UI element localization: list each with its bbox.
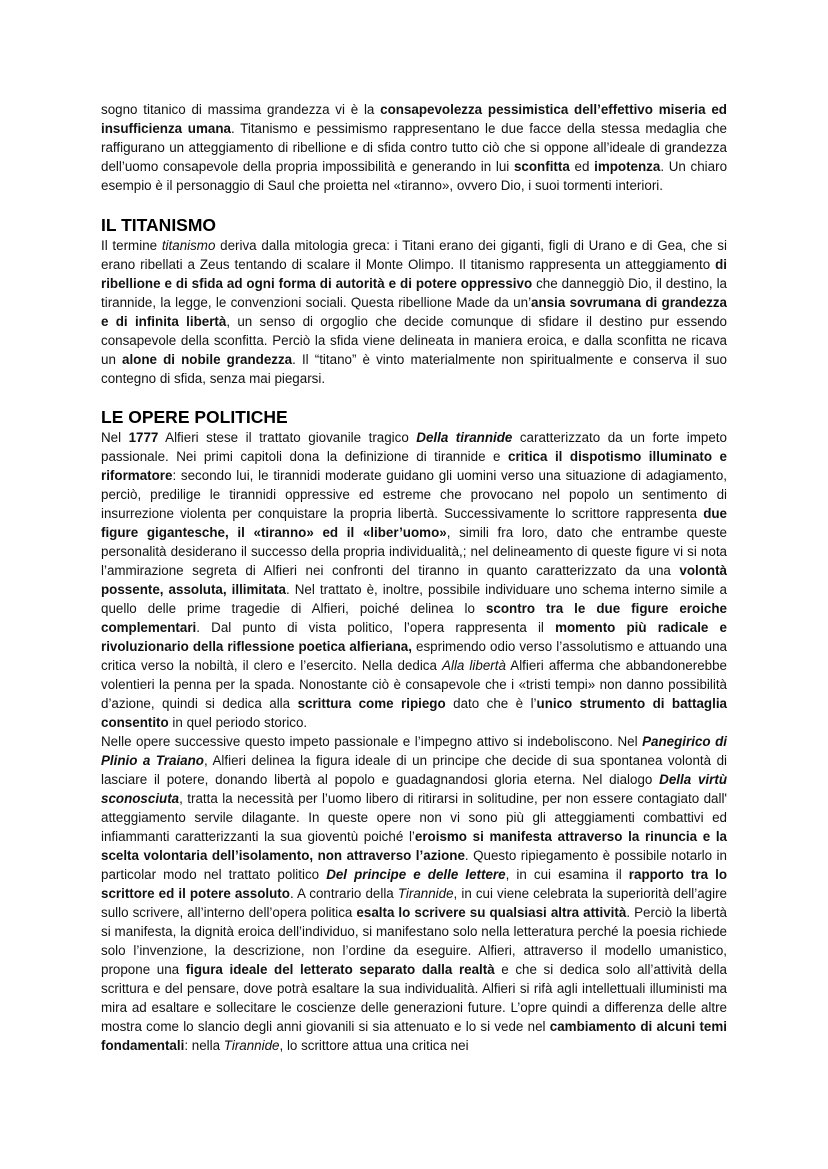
opere-paragraph-1: Nel 1777 Alfieri stese il trattato giovanile tragico Della tirannide caratterizzato da un forte impeto passionale. Nei primi capitoli dona la definizione di tirannide e critica il dispotismo illuminato e riformatore: secondo lui, le tirannidi moderate guidano gli uomini verso una situazione di adagiamento, perciò, predilige le tirannidi oppressive ed estreme che provocano nel popolo un sentimento di insurrezione violenta per conquistare la propria libertà. Successivamente lo scrittore rappresenta due figure gigantesche, il «tiranno» ed il «liber’uomo», simili fra loro, dato che entrambe queste personalità desiderano il successo della propria individualità,; nel delineamento di queste figure vi si nota l’ammirazione segreta di Alfieri nei confronti del tiranno in quanto caratterizzato da una volontà possente, assoluta, illimitata. Nel trattato è, inoltre, possibile individuare uno schema interno simile a quello delle prime tragedie di Alfieri, poiché delinea lo scontro tra le due figure eroiche complementari. Dal punto di vista politico, l’opera rappresenta il momento più radicale e rivoluzionario della riflessione poetica alfieriana, esprimendo odio verso l’assolutismo e attuando una critica verso la nobiltà, il clero e l’esercito. Nella dedica Alla libertà Alfieri afferma che abbandonerebbe volentieri la penna per la spada. Nonostante ciò è consapevole che i «tristi tempi» non danno possibilità d’azione, quindi si dedica alla scrittura come ripiego dato che è l’unico strumento di battaglia consentito in quel periodo storico. (101, 430, 727, 730)
opere-paragraph-2: Nelle opere successive questo impeto passionale e l’impegno attivo si indeboliscono. Nel Panegirico di Plinio a Traiano, Alfieri delinea la figura ideale di un principe che decide di sua spontanea volontà di lasciare il potere, donando libertà al popolo e guadagnandosi gloria eterna. Nel dialogo Della virtù sconosciuta, tratta la necessità per l’uomo libero di ritirarsi in solitudine, per non essere contagiato dall' atteggiamento servile dilagante. In queste opere non vi sono più gli atteggiamenti combattivi ed infiammanti caratterizzanti la sua gioventù poiché l’eroismo si manifesta attraverso la rinuncia e la scelta volontaria dell’isolamento, non attraverso l’azione. Questo ripiegamento è possibile notarlo in particolar modo nel trattato politico Del principe e delle lettere, in cui esamina il rapporto tra lo scrittore ed il potere assoluto. A contrario della Tirannide, in cui viene celebrata la superiorità dell’agire sullo scrivere, all’interno dell’opera politica esalta lo scrivere su qualsiasi altra attività. Perciò la libertà si manifesta, la dignità eroica dell’individuo, si manifestano solo nella letteratura perché la poesia richiede solo l’invenzione, la descrizione, non l’ordine da eseguire. Alfieri, attraverso il modello umanistico, propone una figura ideale del letterato separato dalla realtà e che si dedica solo all’attività della scrittura e del pensare, dove potrà esaltare la sua individualità. Alfieri si rifà agli intellettuali illuministi ma mira ad esaltare e sollecitare le coscienze delle generazioni future. L’opre quindi a differenza delle altre mostra come lo slancio degli anni giovanili si sia attenuato e lo si vede nel cambiamento di alcuni temi fondamentali: nella Tirannide, lo scrittore attua una critica nei (101, 734, 728, 1053)
titanismo-paragraph: Il termine titanismo deriva dalla mitologia greca: i Titani erano dei giganti, figli di Urano e di Gea, che si erano ribellati a Zeus tentando di scalare il Monte Olimpo. Il titanismo rappresenta un atteggiamento di ribellione e di sfida ad ogni forma di autorità e di potere oppressivo che danneggiò Dio, il destino, la tirannide, la legge, le convenzioni sociali. Questa ribellione Made da un’ansia sovrumana di grandezza e di infinita libertà, un senso di orgoglio che decide comunque di sfidare il destino pur essendo consapevole della sconfitta. Perciò la sfida viene delineata in maniera eroica, e dalla sconfitta ne ricava un alone di nobile grandezza. Il “titano” è vinto materialmente non spiritualmente e conserva il suo contegno di sfida, senza mai piegarsi. (101, 238, 728, 386)
heading-titanismo: IL TITANISMO (101, 215, 217, 235)
document-page (101, 100, 727, 1055)
heading-opere-politiche: LE OPERE POLITICHE (101, 407, 288, 427)
intro-paragraph: sogno titanico di massima grandezza vi è la consapevolezza pessimistica dell’effettivo miseria ed insufficienza umana. Titanismo e pessimismo rappresentano le due facce della stessa medaglia che raffigurano un atteggiamento di ribellione e di sfida contro tutto ciò che si oppone all’ideale di grandezza dell’uomo consapevole della propria impossibilità e generando in lui sconfitta ed impotenza. Un chiaro esempio è il personaggio di Saul che proietta nel «tiranno», ovvero Dio, i suoi tormenti interiori. (101, 102, 728, 193)
